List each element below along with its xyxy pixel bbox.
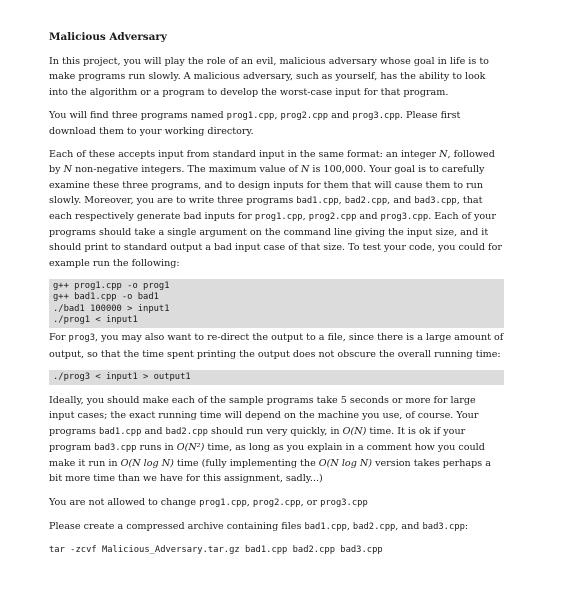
- text: is 100,000. Your goal is to carefully examine these three programs, and to design inputs for them that will cause them to run slowly. Moreover, you are to write three programs: [49, 164, 485, 206]
- code-bad2: bad2.cpp: [344, 195, 388, 206]
- text: non-negative integers. The maximum value of: [72, 164, 301, 176]
- code-block-compile-run: g++ prog1.cpp -o prog1 g++ bad1.cpp -o bad1 ./bad1 100000 > input1 ./prog1 < input1: [49, 279, 504, 329]
- code-prog1: prog1.cpp: [199, 497, 247, 508]
- math-n: N: [300, 164, 310, 176]
- text: time, as long as you explain in a comment how you could make it run in: [49, 441, 485, 470]
- text: , or: [300, 496, 321, 508]
- text: ,: [346, 520, 353, 532]
- code-prog2: prog2.cpp: [280, 110, 329, 121]
- task-paragraph: [49, 147, 504, 271]
- text: and: [328, 109, 353, 121]
- text: ,: [338, 194, 345, 206]
- text: runs in: [136, 441, 177, 453]
- code-prog2: prog2.cpp: [252, 497, 301, 508]
- code-bad1: bad1.cpp: [296, 195, 339, 206]
- text: You will find three programs named: [49, 109, 227, 121]
- text: time (fully implementing the: [173, 458, 319, 470]
- tar-command: tar -zcvf Malicious_Adversary.tar.gz bad1.cpp bad2.cpp bad3.cpp: [49, 544, 383, 555]
- code-prog3: prog3.cpp: [380, 212, 429, 223]
- code-block-redirect: ./prog3 < input1 > output1: [49, 370, 504, 385]
- text: Each of these accepts input from standard input in the same format: an integer: [49, 149, 440, 161]
- redirect-paragraph: [49, 330, 504, 361]
- text: should run very quickly, in: [207, 425, 343, 437]
- math-n: N: [63, 164, 73, 176]
- code-bad1: bad1.cpp: [304, 521, 347, 532]
- code-prog1: prog1.cpp: [254, 212, 303, 223]
- restriction-paragraph: [49, 495, 504, 511]
- text: version takes perhaps a bit more time than we have for this assignment, sadly...): [49, 458, 491, 485]
- text: . Each of your programs should take a single argument on the command line giving the input size, and it should print to standard output a bad input case of that size. To test your code, you could for example run the following:: [49, 211, 502, 269]
- math-n: N: [439, 149, 448, 161]
- math-o-n: O(N): [342, 425, 367, 437]
- text: , that each respectively generate bad inputs for: [49, 194, 483, 223]
- text: time. It is ok if your program: [49, 425, 466, 453]
- archive-paragraph: [49, 519, 504, 535]
- text: , and: [395, 520, 423, 532]
- code-bad2: bad2.cpp: [165, 426, 208, 437]
- text: , and: [387, 194, 415, 206]
- assignment-document: [49, 30, 504, 558]
- code-prog2: prog2.cpp: [308, 212, 357, 223]
- text: and: [141, 425, 166, 437]
- text: ,: [302, 211, 309, 223]
- text: Please create a compressed archive containing files: [49, 520, 305, 532]
- math-o-n-log-n: O(N log N): [120, 458, 174, 470]
- code-bad3: bad3.cpp: [94, 442, 137, 453]
- text: . Please first download them to your working directory.: [49, 109, 461, 138]
- text: , followed by: [49, 149, 495, 176]
- text: ,: [246, 496, 253, 508]
- text: , you may also want to re-direct the output to a file, since there is a large amount of output, so that the time spent printing the output does not obscure the overall running time:: [49, 332, 504, 360]
- text: You are not allowed to change: [49, 496, 200, 508]
- code-bad3: bad3.cpp: [422, 521, 465, 532]
- code-prog3: prog3: [68, 333, 96, 344]
- code-prog3: prog3.cpp: [320, 497, 368, 508]
- math-o-n-log-n: O(N log N): [318, 458, 373, 470]
- timing-paragraph: [49, 393, 504, 486]
- text: :: [464, 520, 469, 532]
- code-prog1: prog1.cpp: [226, 110, 275, 121]
- intro-paragraph: In this project, you will play the role of an evil, malicious adversary whose goal in life is to make programs run slowly. A malicious adversary, such as yourself, has the ability to look into the algorithm or a program to develop the worst-case input for that program.: [49, 56, 489, 98]
- download-paragraph: [49, 108, 504, 139]
- code-bad3: bad3.cpp: [414, 195, 457, 206]
- code-prog3: prog3.cpp: [352, 110, 400, 121]
- math-o-n-squared: O(N²): [176, 441, 205, 453]
- text: Ideally, you should make each of the sample programs take 5 seconds or more for large input cases; the exact running time will depend on the machine you use, of course. Your programs: [49, 395, 479, 437]
- code-bad2: bad2.cpp: [352, 521, 396, 532]
- text: For: [49, 332, 69, 344]
- code-bad1: bad1.cpp: [99, 426, 142, 437]
- document-title: Malicious Adversary: [49, 31, 167, 43]
- text: and: [356, 211, 381, 223]
- text: ,: [274, 109, 281, 121]
